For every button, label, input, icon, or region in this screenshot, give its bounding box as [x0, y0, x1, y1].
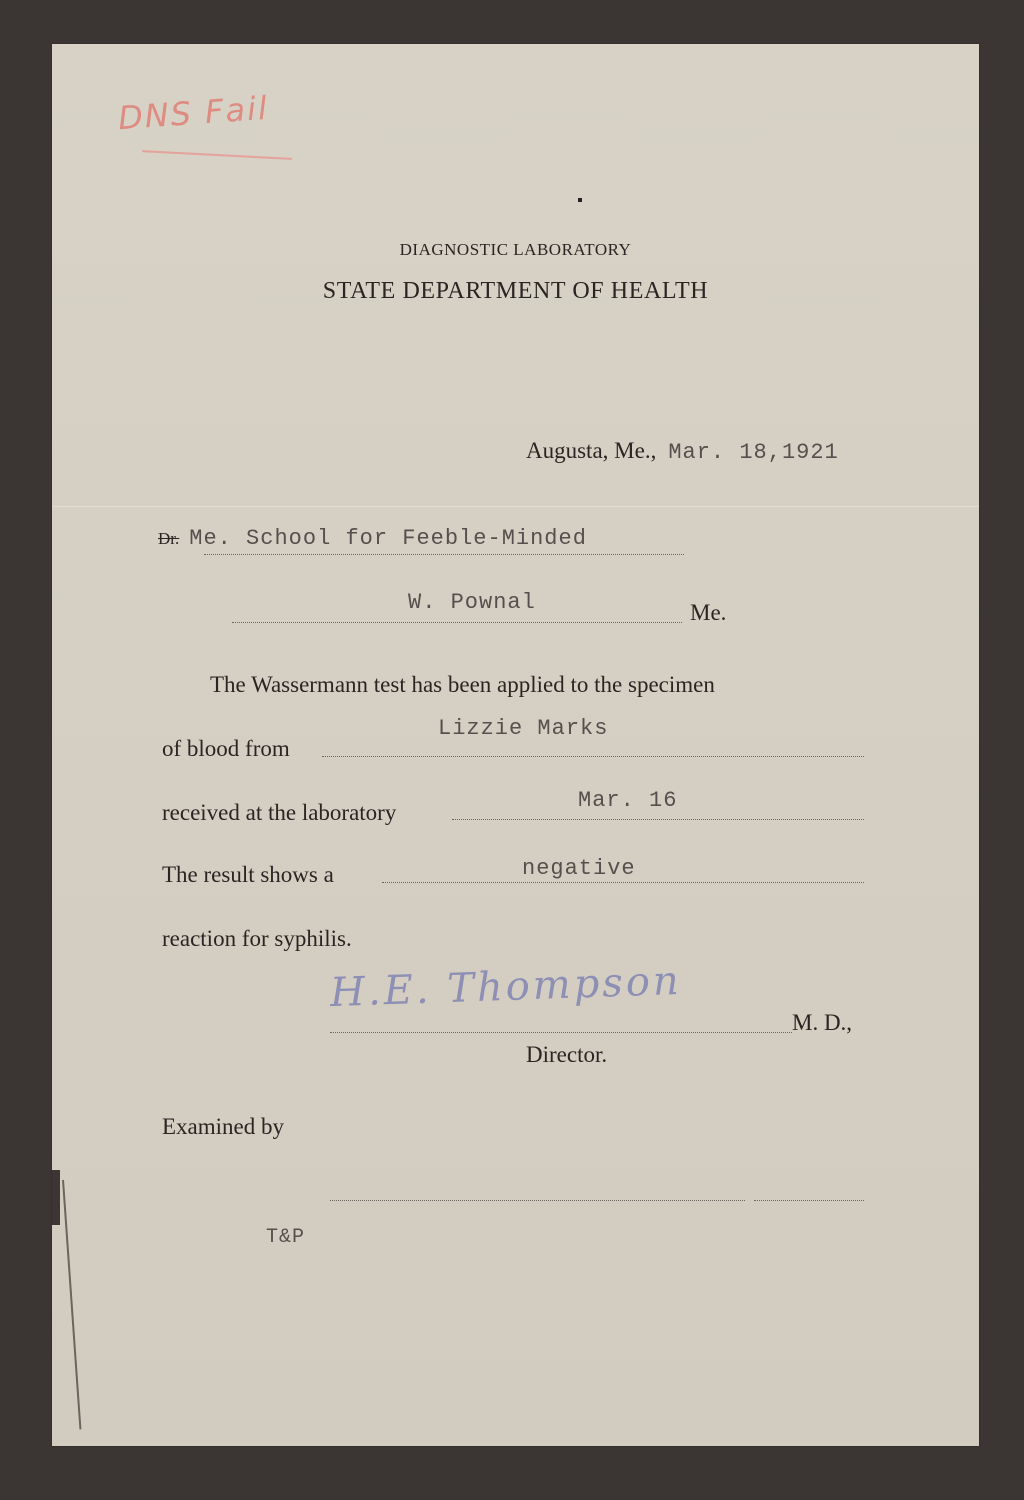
pencil-annotation: DNS Fail — [116, 88, 271, 138]
ink-speck — [578, 198, 582, 202]
addressee-line — [158, 526, 587, 551]
result-label: The result shows a — [162, 862, 334, 887]
test-result: negative — [522, 856, 636, 881]
director-signature: H.E. Thompson — [329, 957, 683, 1017]
addressee-dotted-line — [204, 554, 684, 555]
pencil-underline — [142, 150, 292, 160]
lab-name: DIAGNOSTIC LABORATORY — [399, 240, 632, 259]
examined-by-dotted-line-2 — [754, 1200, 864, 1201]
result-dotted-line — [382, 882, 864, 883]
reaction-text: reaction for syphilis. — [162, 926, 352, 951]
blood-from-label: of blood from — [162, 736, 290, 761]
examined-by-dotted-line — [330, 1200, 745, 1201]
addressee-town: W. Pownal — [408, 590, 536, 615]
addressee-name: Me. School for Feeble-Minded — [189, 526, 587, 551]
place-date-line — [526, 438, 839, 465]
addressee-state: Me. — [690, 600, 727, 625]
department-name: STATE DEPARTMENT OF HEALTH — [322, 278, 709, 304]
paper-crack — [62, 1180, 81, 1430]
received-label: received at the laboratory — [162, 800, 397, 825]
director-title: Director. — [526, 1042, 608, 1067]
received-dotted-line — [452, 819, 864, 820]
place-label: Augusta, Me., — [526, 438, 657, 463]
patient-name: Lizzie Marks — [438, 716, 609, 741]
md-suffix: M. D., — [792, 1010, 853, 1035]
letter-date: Mar. 18,1921 — [668, 440, 839, 465]
signature-dotted-line — [330, 1032, 792, 1033]
intro-text: The Wassermann test has been applied to the specimen — [210, 672, 715, 697]
received-date: Mar. 16 — [578, 788, 678, 813]
fold-crease — [52, 506, 979, 507]
examined-by-label: Examined by — [162, 1114, 284, 1139]
town-dotted-line — [232, 622, 682, 623]
document-sheet — [52, 44, 979, 1446]
torn-edge — [52, 1170, 60, 1225]
blood-from-dotted-line — [322, 756, 864, 757]
struck-prefix: Dr. — [158, 529, 180, 548]
typist-initials: T&P — [266, 1226, 306, 1249]
